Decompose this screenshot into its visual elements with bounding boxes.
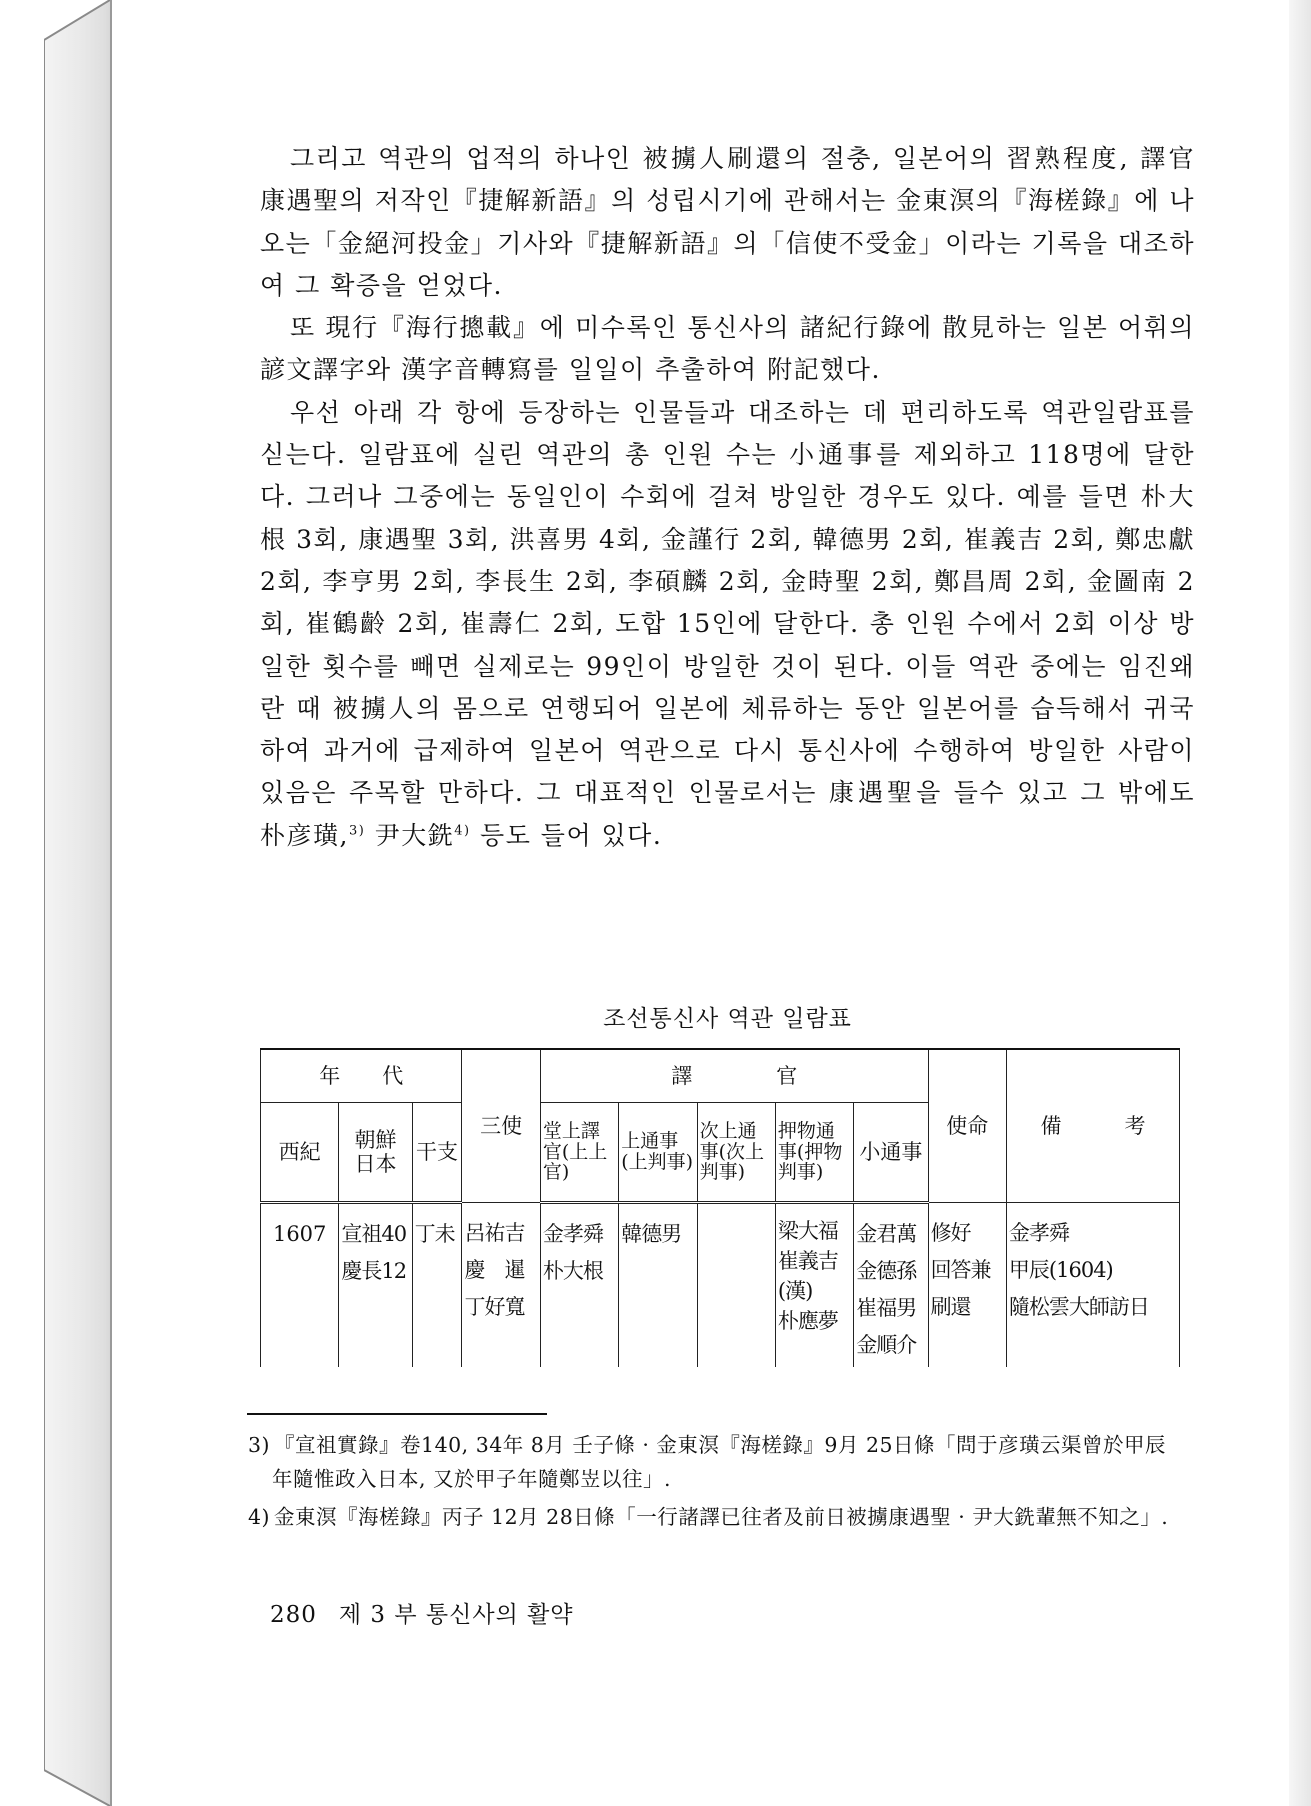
cell-joseon-japan: 宣祖40 慶長12 <box>339 1203 412 1368</box>
header-joseon-japan: 朝鮮 日本 <box>339 1103 412 1203</box>
footnote-ref-4: 4) <box>454 823 471 839</box>
running-footer <box>270 1596 574 1629</box>
paragraph-3-text: 우선 아래 각 항에 등장하는 인물들과 대조하는 데 편리하도록 역관일람표를 싣는다. 일람표에 실린 역관의 총 인원 수는 小通事를 제외하고 118명에 달한다. 그러나 그중에는 동일인이 수회에 걸쳐 방일한 경우도 있다. 예를 들면 朴大根 3회, 康遇聖 3회, 洪喜男 4회, 金謹行 2회, 韓德男 2회, 崔義吉 2회, 鄭忠獻 2회, 李亨男 2회, 李長生 2회, 李碩麟 2회, 金時聖 2회, 鄭昌周 2회, 金圖南 2회, 崔鶴齡 2회, 崔壽仁 2회, 도합 15인에 달한다. 총 인원 수에서 2회 이상 방일한 횟수를 빼면 실제로는 99인이 방일한 것이 된다. 이들 역관 중에는 임진왜란 때 被擄人의 몸으로 연행되어 일본에 체류하는 동안 일본어를 습득해서 귀국하여 과거에 급제하여 일본어 역관으로 다시 통신사에 수행하여 방일한 사람이 있음은 주목할 만하다. 그 대표적인 인물로서는 康遇聖을 들수 있고 그 밖에도 朴彦璜, <box>260 397 1195 850</box>
header-ganji: 干支 <box>412 1103 462 1203</box>
cell-western: 1607 <box>261 1203 339 1368</box>
cell-three-envoys: 呂祐吉 慶 暹 丁好寬 <box>462 1203 540 1368</box>
footnote-4-text: 金東溟『海槎錄』丙子 12月 28日條「一行諸譯已往者及前日被擄康遇聖 · 尹大銑輩無不知之」. <box>274 1505 1169 1529</box>
body-text <box>260 138 1195 857</box>
paragraph-3-name: 尹大銑 <box>365 820 455 850</box>
cell-apmul: 梁大福 崔義吉 (漢) 朴應夢 <box>775 1203 853 1368</box>
header-apmul: 押物通事(押物判事) <box>775 1103 853 1203</box>
cell-dangsang: 金孝舜 朴大根 <box>540 1203 618 1368</box>
header-sotongsa: 小通事 <box>854 1103 928 1203</box>
part-title: 제 3 부 통신사의 활약 <box>338 1602 574 1628</box>
footnote-3 <box>248 1428 1182 1496</box>
book-edge-lines <box>44 0 110 1806</box>
interpreter-table <box>260 1048 1180 1367</box>
footnote-4 <box>248 1500 1182 1534</box>
paragraph-3-end: 등도 들어 있다. <box>470 820 663 850</box>
table-row <box>261 1203 1180 1368</box>
cell-sangtongsa: 韓德男 <box>619 1203 697 1368</box>
page-right-edge <box>1289 0 1311 1806</box>
header-western: 西紀 <box>261 1103 339 1203</box>
footnote-4-number: 4) <box>248 1505 271 1529</box>
cell-chasang <box>697 1203 775 1368</box>
cell-ganji: 丁未 <box>412 1203 462 1368</box>
paragraph-3 <box>260 392 1195 857</box>
footnotes <box>248 1428 1182 1538</box>
footnote-3-text: 『宣祖實錄』卷140, 34年 8月 壬子條 · 金東溟『海槎錄』9月 25日條「問于彦璜云渠曾於甲辰年隨惟政入日本, 又於甲子年隨鄭岦以往」. <box>272 1433 1167 1491</box>
header-era: 年 代 <box>261 1049 462 1103</box>
footnote-ref-3: 3) <box>348 823 366 839</box>
cell-mission: 修好 回答兼 刷還 <box>928 1203 1006 1368</box>
header-sangtongsa: 上通事(上判事) <box>619 1103 697 1203</box>
table-title: 조선통신사 역관 일람표 <box>603 1006 852 1032</box>
footnote-3-number: 3) <box>248 1433 271 1457</box>
paragraph-1: 그리고 역관의 업적의 하나인 被擄人刷還의 절충, 일본어의 習熟程度, 譯官 康遇聖의 저작인『捷解新語』의 성립시기에 관해서는 金東溟의『海槎錄』에 나오는「金絕河投金」기사와『捷解新語』의「信使不受金」이라는 기록을 대조하여 그 확증을 얻었다. <box>260 144 1195 300</box>
cell-sotongsa: 金君萬 金德孫 崔福男 金順介 <box>854 1203 928 1368</box>
header-mission: 使命 <box>928 1049 1006 1203</box>
header-three-envoys: 三使 <box>462 1049 540 1203</box>
header-interpreters: 譯 官 <box>540 1049 928 1103</box>
page-number: 280 <box>270 1602 317 1628</box>
paragraph-2: 또 現行『海行摠載』에 미수록인 통신사의 諸紀行錄에 散見하는 일본 어휘의 諺文譯字와 漢字音轉寫를 일일이 추출하여 附記했다. <box>260 313 1195 385</box>
header-remarks: 備 考 <box>1006 1049 1179 1203</box>
footnote-rule <box>247 1413 547 1415</box>
header-dangsang: 堂上譯官(上上官) <box>540 1103 618 1203</box>
cell-remarks: 金孝舜 甲辰(1604) 隨松雲大師訪日 <box>1006 1203 1179 1368</box>
header-chasang: 次上通事(次上判事) <box>697 1103 775 1203</box>
